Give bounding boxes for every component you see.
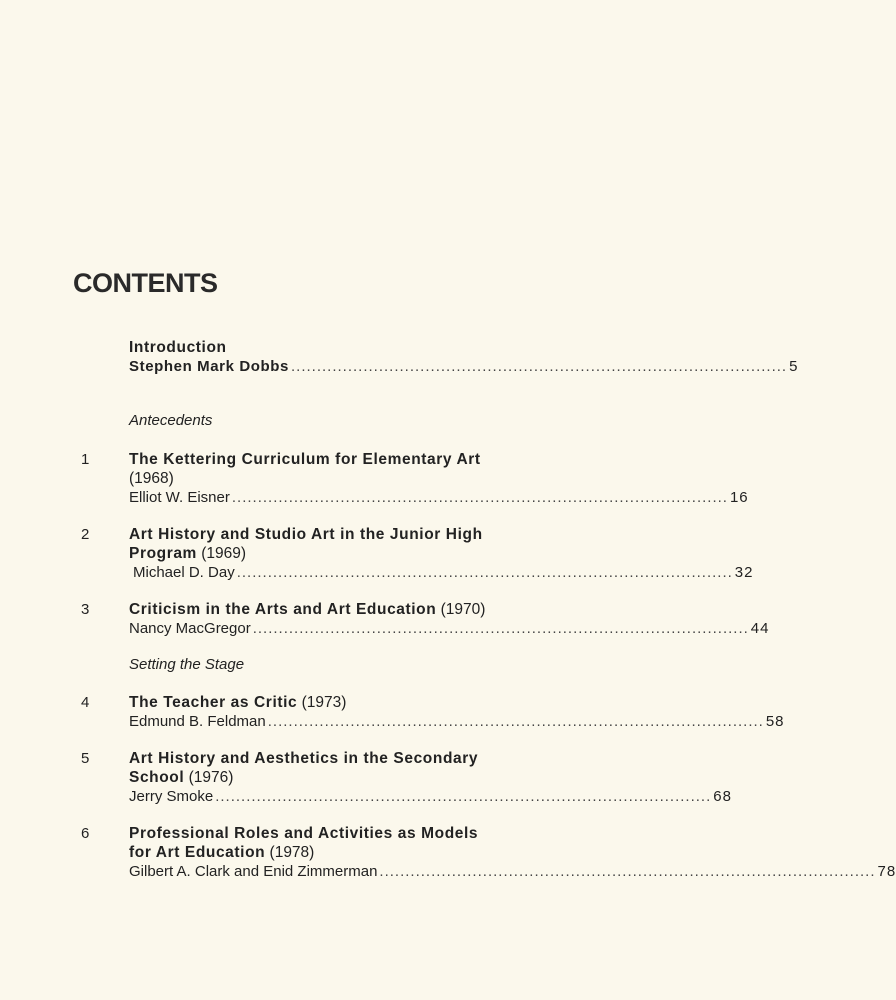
dot-leader: ................................................................................................ [231, 489, 728, 506]
chapter-year: (1970) [440, 601, 486, 618]
chapter-number: 3 [81, 601, 90, 618]
page-number: 78 [877, 863, 896, 880]
chapter-title: The Teacher as Critic [129, 694, 298, 711]
chapter-year: (1978) [269, 844, 315, 861]
chapter-author: Michael D. Day [133, 564, 235, 581]
chapter-author-line [129, 563, 754, 582]
page-number: 58 [765, 713, 785, 730]
chapter-title-continued: School [129, 769, 185, 786]
chapter-body [129, 600, 770, 638]
chapter-number: 6 [81, 825, 90, 842]
chapter-body [129, 525, 754, 582]
page-number: 5 [789, 358, 799, 375]
dot-leader: ................................................................................................ [267, 713, 764, 730]
chapter-author-line [129, 787, 732, 806]
chapter-author: Elliot W. Eisner [129, 489, 230, 506]
chapter-year: (1976) [188, 769, 234, 786]
chapter-body [129, 693, 785, 731]
chapter-author: Edmund B. Feldman [129, 713, 266, 730]
introduction-author-line [129, 357, 799, 376]
chapter-author: Jerry Smoke [129, 788, 214, 805]
chapter-title: Criticism in the Arts and Art Education [129, 601, 437, 618]
introduction-title: Introduction [129, 339, 227, 356]
chapter-title: Art History and Studio Art in the Junior High [129, 526, 483, 543]
chapter-author-line [129, 488, 749, 507]
chapter-year: (1973) [301, 694, 347, 711]
chapter-title: Professional Roles and Activities as Models [129, 825, 479, 842]
page-number: 32 [734, 564, 754, 581]
chapter-author: Gilbert A. Clark and Enid Zimmerman [129, 863, 378, 880]
chapter-title-continued: Program [129, 545, 197, 562]
chapter-number: 2 [81, 526, 90, 543]
chapter-number: 1 [81, 451, 90, 468]
chapter-year: (1969) [201, 545, 247, 562]
chapter-author-line [129, 619, 770, 638]
chapter-title-continued: for Art Education [129, 844, 266, 861]
page-number: 16 [729, 489, 749, 506]
chapter-title: Art History and Aesthetics in the Secondary [129, 750, 479, 767]
toc-introduction [129, 338, 799, 376]
chapter-title: The Kettering Curriculum for Elementary Art [129, 451, 481, 468]
dot-leader: ................................................................................................ [291, 358, 788, 375]
chapter-author-line [129, 862, 896, 881]
chapter-body [129, 450, 749, 507]
page-title: CONTENTS [73, 268, 218, 298]
chapter-author: Nancy MacGregor [129, 620, 251, 637]
dot-leader: ................................................................................................ [236, 564, 733, 581]
chapter-author-line [129, 712, 785, 731]
page-number: 44 [750, 620, 770, 637]
dot-leader: ................................................................................................ [215, 788, 712, 805]
chapter-number: 4 [81, 694, 90, 711]
section-heading-antecedents: Antecedents [129, 412, 213, 429]
page-number: 68 [713, 788, 732, 805]
chapter-body [129, 749, 732, 806]
dot-leader: ................................................................................................ [252, 620, 749, 637]
dot-leader: ................................................................................................ [379, 863, 876, 880]
chapter-year: (1968) [129, 470, 174, 487]
chapter-body [129, 824, 896, 881]
section-heading-setting-the-stage: Setting the Stage [129, 656, 245, 673]
chapter-number: 5 [81, 750, 90, 767]
introduction-author: Stephen Mark Dobbs [129, 358, 289, 375]
